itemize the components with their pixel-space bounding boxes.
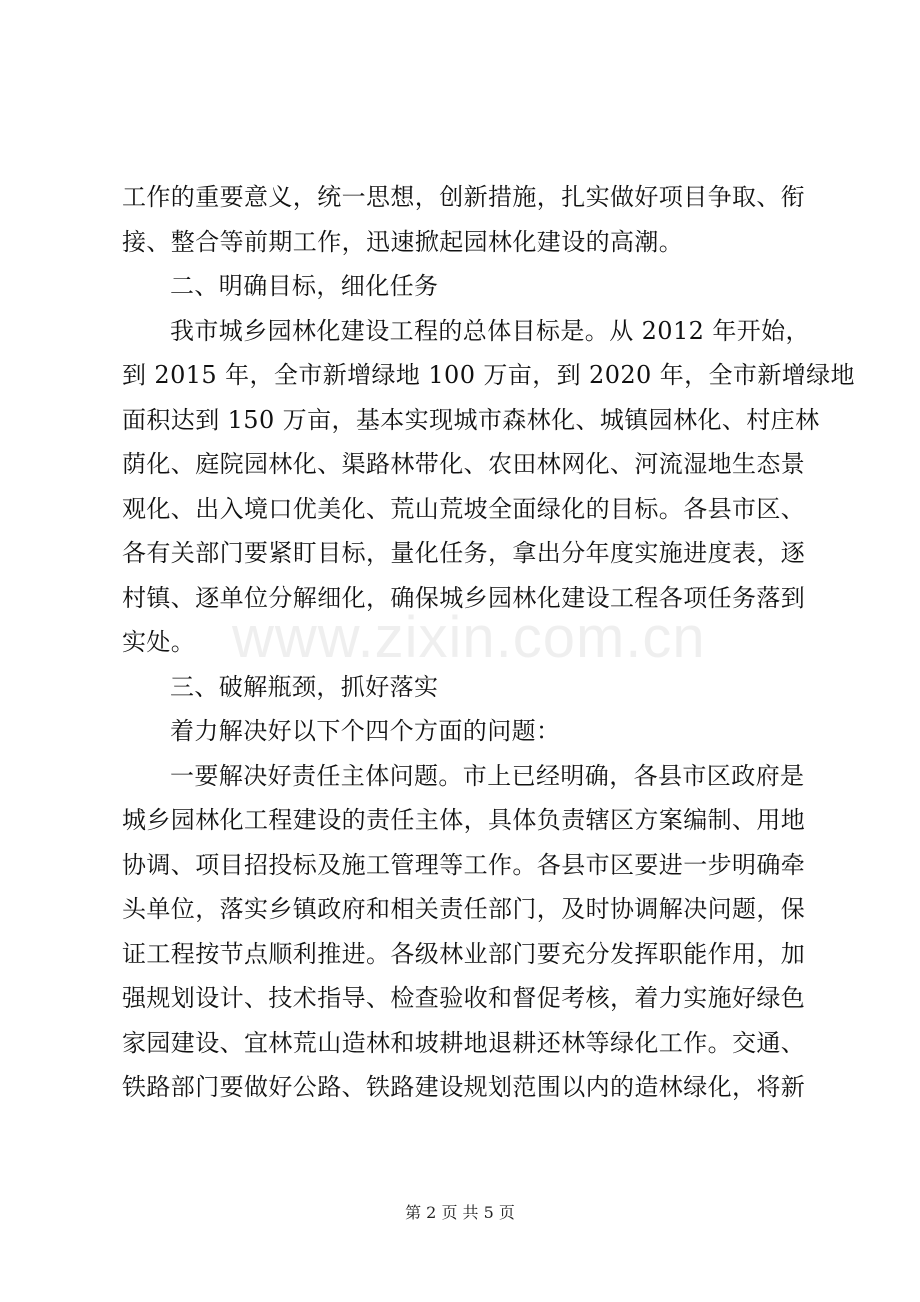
text-line: 一要解决好责任主体问题。市上已经明确，各县市区政府是 — [170, 761, 805, 790]
text-line: 村镇、逐单位分解细化，确保城乡园林化建设工程各项任务落到 — [122, 583, 806, 612]
text-line: 家园建设、宜林荒山造林和坡耕地退耕还林等绿化工作。交通、 — [122, 1028, 806, 1057]
section-heading: 三、破解瓶颈，抓好落实 — [170, 672, 439, 701]
section-heading: 二、明确目标，细化任务 — [170, 272, 439, 300]
text-line: 铁路部门要做好公路、铁路建设规划范围以内的造林绿化，将新 — [122, 1073, 806, 1101]
text-line: 城乡园林化工程建设的责任主体，具体负责辖区方案编制、用地 — [122, 806, 806, 834]
text-line: 协调、项目招投标及施工管理等工作。各县市区要进一步明确牵 — [122, 850, 806, 879]
text-line: 接、整合等前期工作，迅速掀起园林化建设的高潮。 — [122, 227, 684, 256]
text-line: 观化、出入境口优美化、荒山荒坡全面绿化的目标。各县市区、 — [122, 494, 806, 523]
text-line: 各有关部门要紧盯目标，量化任务，拿出分年度实施进度表，逐 — [122, 539, 806, 567]
text-line: 荫化、庭院园林化、渠路林带化、农田林网化、河流湿地生态景 — [122, 450, 806, 478]
text-line: 实处。 — [122, 628, 196, 656]
text-line: 头单位，落实乡镇政府和相关责任部门，及时协调解决问题，保 — [122, 895, 806, 923]
text-line: 到 2015 年，全市新增绿地 100 万亩，到 2020 年，全市新增绿地 — [122, 361, 855, 389]
text-line: 着力解决好以下个四个方面的问题： — [170, 717, 561, 745]
text-line: 面积达到 150 万亩，基本实现城市森林化、城镇园林化、村庄林 — [122, 405, 820, 434]
text-line: 强规划设计、技术指导、检查验收和督促考核，着力实施好绿色 — [122, 984, 806, 1012]
text-line: 我市城乡园林化建设工程的总体目标是。从 2012 年开始， — [170, 316, 810, 345]
watermark: www.zixin.com.cn — [232, 605, 706, 670]
text-line: 工作的重要意义，统一思想，创新措施，扎实做好项目争取、衔 — [122, 183, 806, 211]
page-number-footer: 第 2 页 共 5 页 — [405, 1203, 515, 1222]
text-line: 证工程按节点顺利推进。各级林业部门要充分发挥职能作用，加 — [122, 939, 806, 968]
